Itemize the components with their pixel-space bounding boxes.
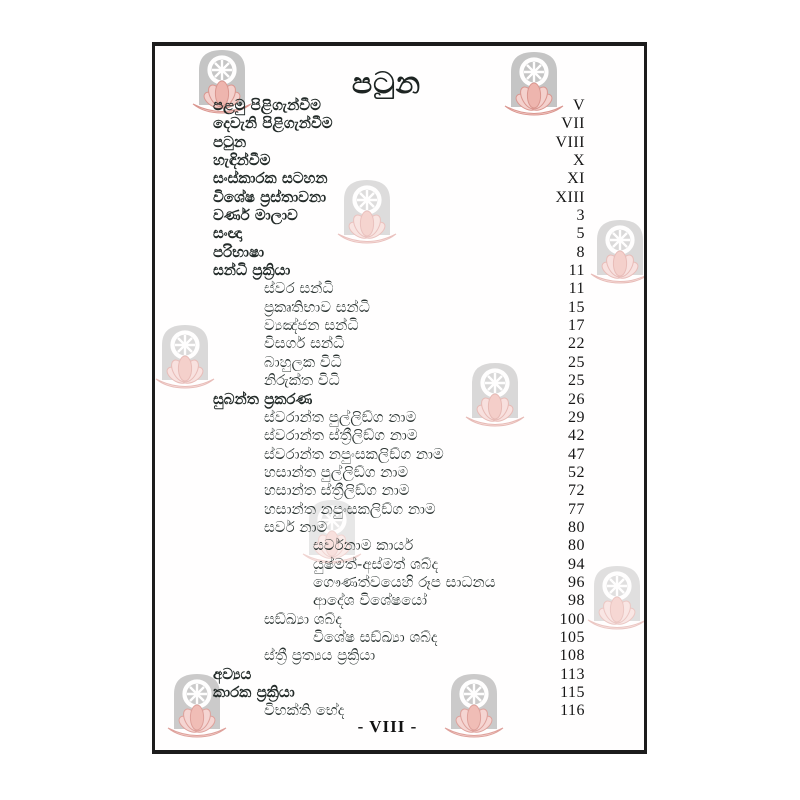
toc-entry-page-number: 8: [576, 243, 585, 261]
toc-entry: [155, 463, 644, 481]
toc-entry: [155, 426, 644, 444]
toc-entry: [155, 683, 644, 701]
toc-entry-page-number: 96: [568, 573, 585, 591]
toc-entry: [155, 279, 644, 297]
toc-entry-page-number: 105: [559, 628, 585, 646]
toc-entry: [155, 169, 644, 187]
toc-entry-label: ස්වර සන්ධි: [264, 279, 334, 298]
toc-entry-label: සංස්කාරක සටහන: [213, 169, 328, 188]
toc-entry-label: ස්වරාන්ත නපුංසකලිඞ්ග නාම: [264, 444, 444, 463]
toc-entry: [155, 96, 644, 114]
toc-entry-page-number: XI: [567, 170, 585, 188]
toc-entry-page-number: 80: [568, 537, 585, 555]
toc-entry-label: සුබන්ත ප්‍රකරණ: [213, 389, 313, 408]
toc-entry-page-number: 100: [559, 610, 585, 628]
toc-entry-page-number: 80: [568, 518, 585, 536]
toc-entry: [155, 408, 644, 426]
toc-entry-page-number: 98: [568, 592, 585, 610]
toc-entry: [155, 188, 644, 206]
page-title: පටුන: [351, 66, 422, 101]
toc-entry-label: යුෂ්මත්-අස්මත් ශබ්ද: [313, 554, 439, 573]
toc-entry-label: විභක්ති භේද: [264, 701, 345, 720]
toc-entry-page-number: 77: [568, 500, 585, 518]
toc-entry-page-number: 115: [560, 684, 585, 701]
toc-entry: [155, 243, 644, 261]
toc-entry-label: ස්ත්‍රී ප්‍රත්‍යය ප්‍රක්‍රියා: [264, 646, 376, 665]
toc-entry-label: නිරුක්ත විධි: [264, 371, 340, 390]
toc-entry: [155, 114, 644, 132]
toc-entry-label: හසාන්ත නපුංසකලිඞ්ග නාම: [264, 499, 436, 518]
toc-entry-label: වර්ණ මාලාව: [213, 206, 298, 225]
toc-entry-page-number: 52: [568, 463, 585, 481]
toc-entry: [155, 628, 644, 646]
toc-entry-label: සංඥා: [213, 224, 243, 243]
toc-entry: [155, 151, 644, 169]
toc-entry-page-number: 108: [559, 647, 585, 665]
toc-entry: [155, 334, 644, 352]
toc-entry-page-number: X: [572, 152, 585, 170]
toc-entry-label: සර්ව නාම: [264, 517, 328, 536]
toc-entry-page-number: 29: [568, 408, 585, 426]
toc-entry: [155, 371, 644, 389]
toc-entry-label: පරිභාෂා: [213, 242, 265, 261]
toc-entry-page-number: 47: [568, 445, 585, 463]
toc-entry-label: පටුන: [213, 132, 247, 151]
toc-entry-page-number: XIII: [555, 188, 585, 206]
toc-entry-page-number: VII: [561, 115, 585, 133]
toc-entry: [155, 646, 644, 664]
toc-entry-page-number: 11: [568, 280, 585, 298]
toc-entry-label: විශේෂ සඞ්ඛ්‍යා ශබ්ද: [313, 627, 438, 646]
toc-entry: [155, 298, 644, 316]
toc-entry-page-number: 22: [568, 335, 585, 353]
toc-entry-label: හසාන්ත ස්ත්‍රීලිඞ්ග නාම: [264, 481, 410, 500]
toc-entry-label: පළමු පිළිගැන්වීම: [213, 96, 321, 114]
toc-entry: [155, 665, 644, 683]
toc-entry: [155, 316, 644, 334]
toc-entry-page-number: 11: [568, 262, 585, 280]
toc-entry-label: බාහුලක විධි: [264, 352, 342, 371]
toc-entry: [155, 206, 644, 224]
toc-entry-label: අව්‍යය: [213, 664, 252, 683]
toc-entry-label: දෙවැනි පිළිගැන්වීම: [213, 114, 333, 133]
toc-entry-label: ගෞණත්වයෙහි රූප සාධනය: [313, 572, 496, 591]
toc-entry-label: විශේෂ ප්‍රස්තාවනා: [213, 187, 327, 206]
toc-entry-label: සන්ධි ප්‍රක්‍රියා: [213, 261, 291, 280]
table-of-contents: [155, 96, 644, 720]
toc-entry-page-number: 5: [576, 225, 585, 243]
toc-entry: [155, 481, 644, 499]
toc-entry-page-number: 42: [568, 427, 585, 445]
page-number-footer: - VIII -: [357, 717, 418, 736]
toc-entry: [155, 261, 644, 279]
toc-entry: [155, 518, 644, 536]
toc-entry-label: ස්වරාන්ත ස්ත්‍රීලිඞ්ග නාම: [264, 426, 418, 445]
toc-entry: [155, 500, 644, 518]
toc-entry-label: කාරක ප්‍රක්‍රියා: [213, 683, 295, 701]
toc-entry-page-number: 25: [568, 372, 585, 390]
toc-entry-label: ස්වරාන්ත පුල්ලිඞ්ග නාම: [264, 407, 417, 426]
toc-entry-page-number: V: [572, 97, 585, 114]
toc-entry-label: ආදේශ විශේෂයෝ: [313, 591, 428, 610]
toc-entry-page-number: 15: [568, 298, 585, 316]
toc-entry-page-number: 3: [576, 207, 585, 225]
toc-entry: [155, 353, 644, 371]
toc-entry-page-number: 17: [568, 317, 585, 335]
toc-entry: [155, 133, 644, 151]
toc-entry: [155, 573, 644, 591]
toc-entry: [155, 555, 644, 573]
toc-entry: [155, 591, 644, 609]
toc-entry-label: සර්වනාම කාර්ය: [313, 536, 414, 555]
book-page: [152, 42, 647, 754]
toc-entry-label: ප්‍රකෘතිභාව සන්ධි: [264, 297, 370, 316]
toc-entry-page-number: 26: [568, 390, 585, 408]
toc-entry-page-number: 113: [560, 665, 585, 683]
toc-entry: [155, 536, 644, 554]
toc-entry-label: සඞ්ඛ්‍යා ශබ්ද: [264, 609, 342, 628]
toc-entry-page-number: 116: [560, 702, 585, 720]
toc-entry: [155, 610, 644, 628]
toc-entry: [155, 224, 644, 242]
toc-entry-page-number: VIII: [555, 133, 585, 151]
toc-entry-label: විසර්ග සන්ධි: [264, 334, 345, 353]
toc-entry-label: ව්‍යඤ්ජන සන්ධි: [264, 316, 359, 335]
toc-entry-page-number: 94: [568, 555, 585, 573]
toc-entry-page-number: 72: [568, 482, 585, 500]
toc-entry-label: හැඳින්වීම: [213, 151, 271, 170]
toc-entry-label: හසාන්ත පුල්ලිඞ්ග නාම: [264, 462, 409, 481]
toc-entry: [155, 445, 644, 463]
toc-entry: [155, 390, 644, 408]
toc-entry-page-number: 25: [568, 353, 585, 371]
